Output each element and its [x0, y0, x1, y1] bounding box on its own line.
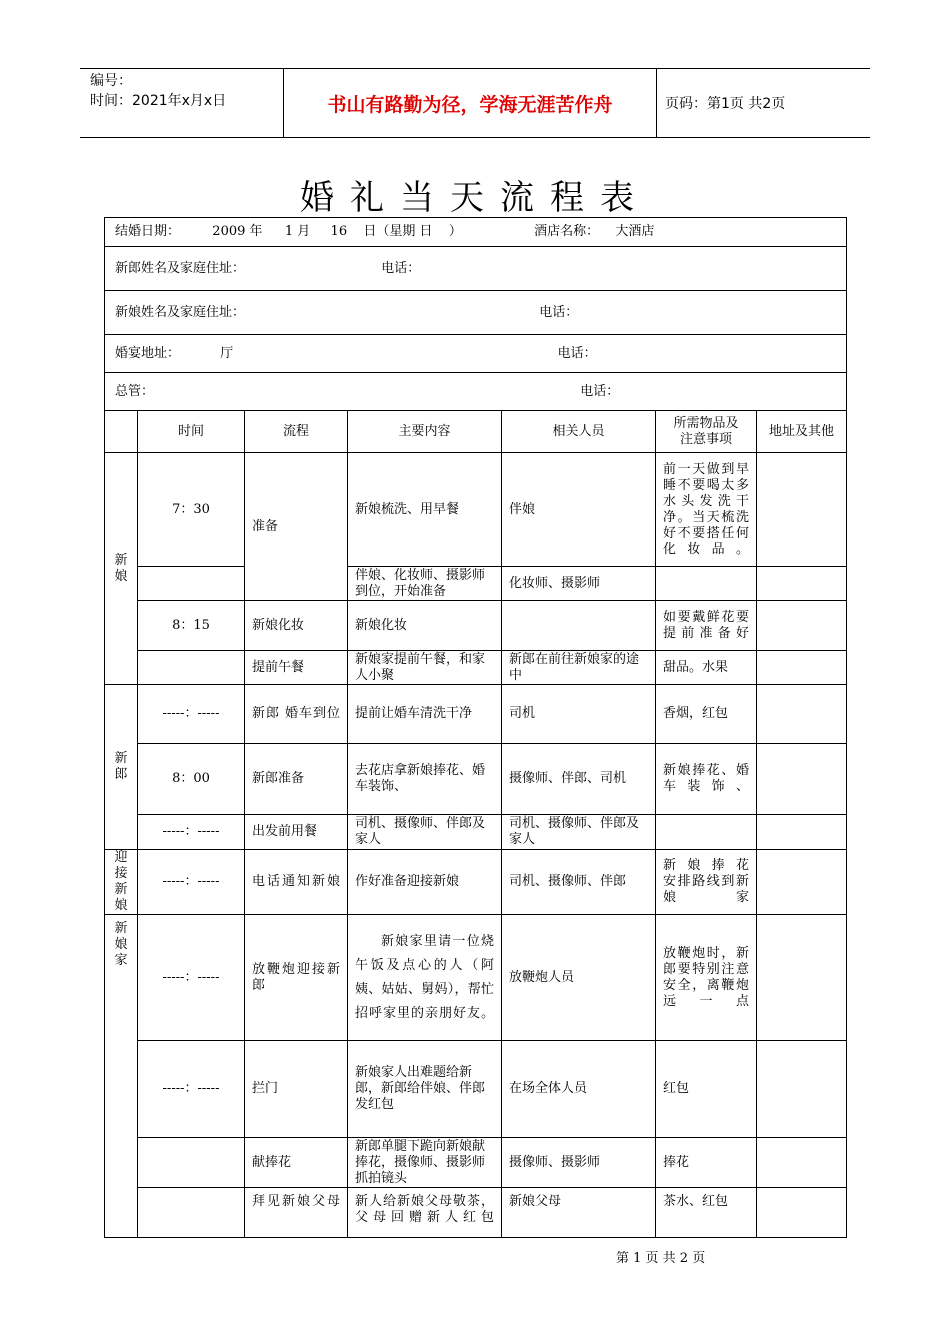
table-row [105, 685, 847, 744]
groom-phone-label: 电话： [381, 260, 421, 276]
cell-notes: 甜品。水果 [656, 651, 757, 685]
header-motto: 书山有路勤为径，学海无涯苦作舟 [283, 69, 657, 137]
cell-time: 7：30 [138, 453, 245, 567]
cell-content: 新娘家里请一位烧午饭及点心的人（阿姨、姑姑、舅妈），帮忙招呼家里的亲朋好友。 [348, 915, 502, 1041]
table-row [105, 915, 847, 1041]
col-header-notes: 所需物品及注意事项 [656, 411, 757, 453]
date-label: 时间：2021年x月x日 [90, 93, 227, 109]
table-row [105, 744, 847, 815]
cell-step: 电话通知新娘 [245, 850, 348, 915]
cell-notes: 新娘捧花 安排路线到新娘家 [656, 850, 757, 915]
wedding-day: 16 [330, 224, 348, 239]
day-unit: 日（星期 [363, 224, 416, 239]
cell-people: 新郎在前往新娘家的途中 [502, 651, 656, 685]
cell-other [757, 1138, 847, 1188]
month-unit: 月 [297, 224, 311, 239]
cell-time: -----：----- [138, 915, 245, 1041]
cell-step: 新郎 婚车到位 [245, 685, 348, 744]
col-header-time: 时间 [138, 411, 245, 453]
cell-other [757, 651, 847, 685]
cell-notes: 茶水、红包 [656, 1188, 757, 1238]
page-title: 婚礼当天流程表 [300, 178, 650, 218]
header-page-info: 页码：第1页 共2页 [665, 96, 786, 112]
col-header-step: 流程 [245, 411, 348, 453]
cell-content: 去花店拿新娘捧花、婚车装饰、 [348, 744, 502, 815]
cell-notes: 香烟，红包 [656, 685, 757, 744]
cell-step: 新郎准备 [245, 744, 348, 815]
cell-other [757, 850, 847, 915]
page-footer: 第 1 页 共 2 页 [616, 1251, 706, 1266]
section-bride-home: 新娘家 [105, 915, 138, 1238]
table-row [105, 651, 847, 685]
groom-label: 新郎姓名及家庭住址： [115, 260, 246, 276]
cell-time [138, 1188, 245, 1238]
cell-other [757, 815, 847, 850]
cell-step: 拦门 [245, 1041, 348, 1138]
cell-people: 化妆师、摄影师 [502, 567, 656, 601]
cell-people: 摄像师、摄影师 [502, 1138, 656, 1188]
section-bride: 新娘 [105, 453, 138, 685]
banquet-phone-label: 电话： [557, 345, 597, 361]
table-row [105, 1188, 847, 1238]
section-pickup: 迎接新娘 [105, 850, 138, 915]
cell-other [757, 1188, 847, 1238]
table-header-row [105, 411, 847, 453]
cell-notes: 前一天做到早睡不要喝太多水头发洗干净。当天梳洗好不要搭任何化妆品。 [656, 453, 757, 567]
cell-people: 在场全体人员 [502, 1041, 656, 1138]
cell-content: 伴娘、化妆师、摄影师到位，开始准备 [348, 567, 502, 601]
table-row [105, 453, 847, 567]
cell-notes [656, 567, 757, 601]
cell-time [138, 1138, 245, 1188]
bride-label: 新娘姓名及家庭住址： [115, 304, 246, 320]
info-row-date [105, 218, 847, 247]
cell-people: 新娘父母 [502, 1188, 656, 1238]
year-unit: 年 [249, 224, 263, 239]
cell-content: 提前让婚车清洗干净 [348, 685, 502, 744]
cell-notes: 捧花 [656, 1138, 757, 1188]
cell-step: 放鞭炮迎接新郎 [245, 915, 348, 1041]
manager-phone-label: 电话： [580, 383, 620, 399]
info-row-bride [105, 291, 847, 335]
cell-step: 拜见新娘父母 [245, 1188, 348, 1238]
wedding-year: 2009 [212, 224, 246, 239]
cell-other [757, 744, 847, 815]
cell-other [757, 685, 847, 744]
weekday-close: ） [448, 224, 462, 239]
cell-notes: 红包 [656, 1041, 757, 1138]
wedding-flow-table [104, 217, 847, 1238]
cell-people: 司机 [502, 685, 656, 744]
cell-other [757, 1041, 847, 1138]
info-row-groom [105, 247, 847, 291]
section-groom: 新郎 [105, 685, 138, 850]
header-meta [80, 69, 280, 137]
table-row [105, 567, 847, 601]
cell-content: 新娘家提前午餐，和家人小聚 [348, 651, 502, 685]
wedding-month: 1 [284, 224, 294, 239]
cell-other [757, 567, 847, 601]
cell-step: 出发前用餐 [245, 815, 348, 850]
cell-content: 新郎单腿下跪向新娘献捧花，摄像师、摄影师抓拍镜头 [348, 1138, 502, 1188]
table-row [105, 1138, 847, 1188]
info-row-manager [105, 373, 847, 411]
hotel-name: 大酒店 [615, 224, 655, 239]
table-row [105, 815, 847, 850]
weekday: 日 [419, 224, 433, 239]
cell-content: 作好准备迎接新娘 [348, 850, 502, 915]
cell-people: 放鞭炮人员 [502, 915, 656, 1041]
cell-time: -----：----- [138, 815, 245, 850]
cell-time: 8：00 [138, 744, 245, 815]
cell-time: -----：----- [138, 1041, 245, 1138]
cell-other [757, 601, 847, 651]
number-label: 编号： [90, 73, 132, 89]
cell-other [757, 915, 847, 1041]
cell-content: 新娘化妆 [348, 601, 502, 651]
cell-step: 提前午餐 [245, 651, 348, 685]
col-header-other: 地址及其他 [757, 411, 847, 453]
cell-other [757, 453, 847, 567]
cell-people: 司机、摄像师、伴郎 [502, 850, 656, 915]
table-row [105, 850, 847, 915]
cell-people [502, 601, 656, 651]
cell-notes: 放鞭炮时，新郎要特别注意安全，离鞭炮远一点 [656, 915, 757, 1041]
cell-people: 司机、摄像师、伴郎及家人 [502, 815, 656, 850]
cell-people: 伴娘 [502, 453, 656, 567]
cell-notes [656, 815, 757, 850]
cell-notes: 新娘捧花、婚车装饰、 [656, 744, 757, 815]
cell-people: 摄像师、伴郎、司机 [502, 744, 656, 815]
document-header [80, 68, 870, 138]
cell-time: -----：----- [138, 850, 245, 915]
bride-phone-label: 电话： [539, 304, 579, 320]
cell-content: 新人给新娘父母敬茶，父母回赠新人红包 [348, 1188, 502, 1238]
cell-time [138, 651, 245, 685]
cell-step: 献捧花 [245, 1138, 348, 1188]
banquet-label: 婚宴地址： [115, 345, 181, 361]
cell-content: 新娘家人出难题给新郎，新郎给伴娘、伴郎发红包 [348, 1041, 502, 1138]
cell-time [138, 567, 245, 601]
banquet-hall: 厅 [220, 345, 234, 361]
cell-notes: 如要戴鲜花要提前准备好 [656, 601, 757, 651]
table-row [105, 1041, 847, 1138]
cell-content: 司机、摄像师、伴郎及家人 [348, 815, 502, 850]
table-row [105, 601, 847, 651]
manager-label: 总管： [115, 383, 155, 399]
cell-step: 新娘化妆 [245, 601, 348, 651]
cell-time: -----：----- [138, 685, 245, 744]
hotel-label: 酒店名称： [534, 224, 600, 239]
cell-step: 准备 [245, 453, 348, 601]
cell-time: 8：15 [138, 601, 245, 651]
wedding-date-label: 结婚日期： [115, 224, 181, 239]
info-row-banquet [105, 335, 847, 373]
cell-content: 新娘梳洗、用早餐 [348, 453, 502, 567]
col-header-people: 相关人员 [502, 411, 656, 453]
col-header-content: 主要内容 [348, 411, 502, 453]
